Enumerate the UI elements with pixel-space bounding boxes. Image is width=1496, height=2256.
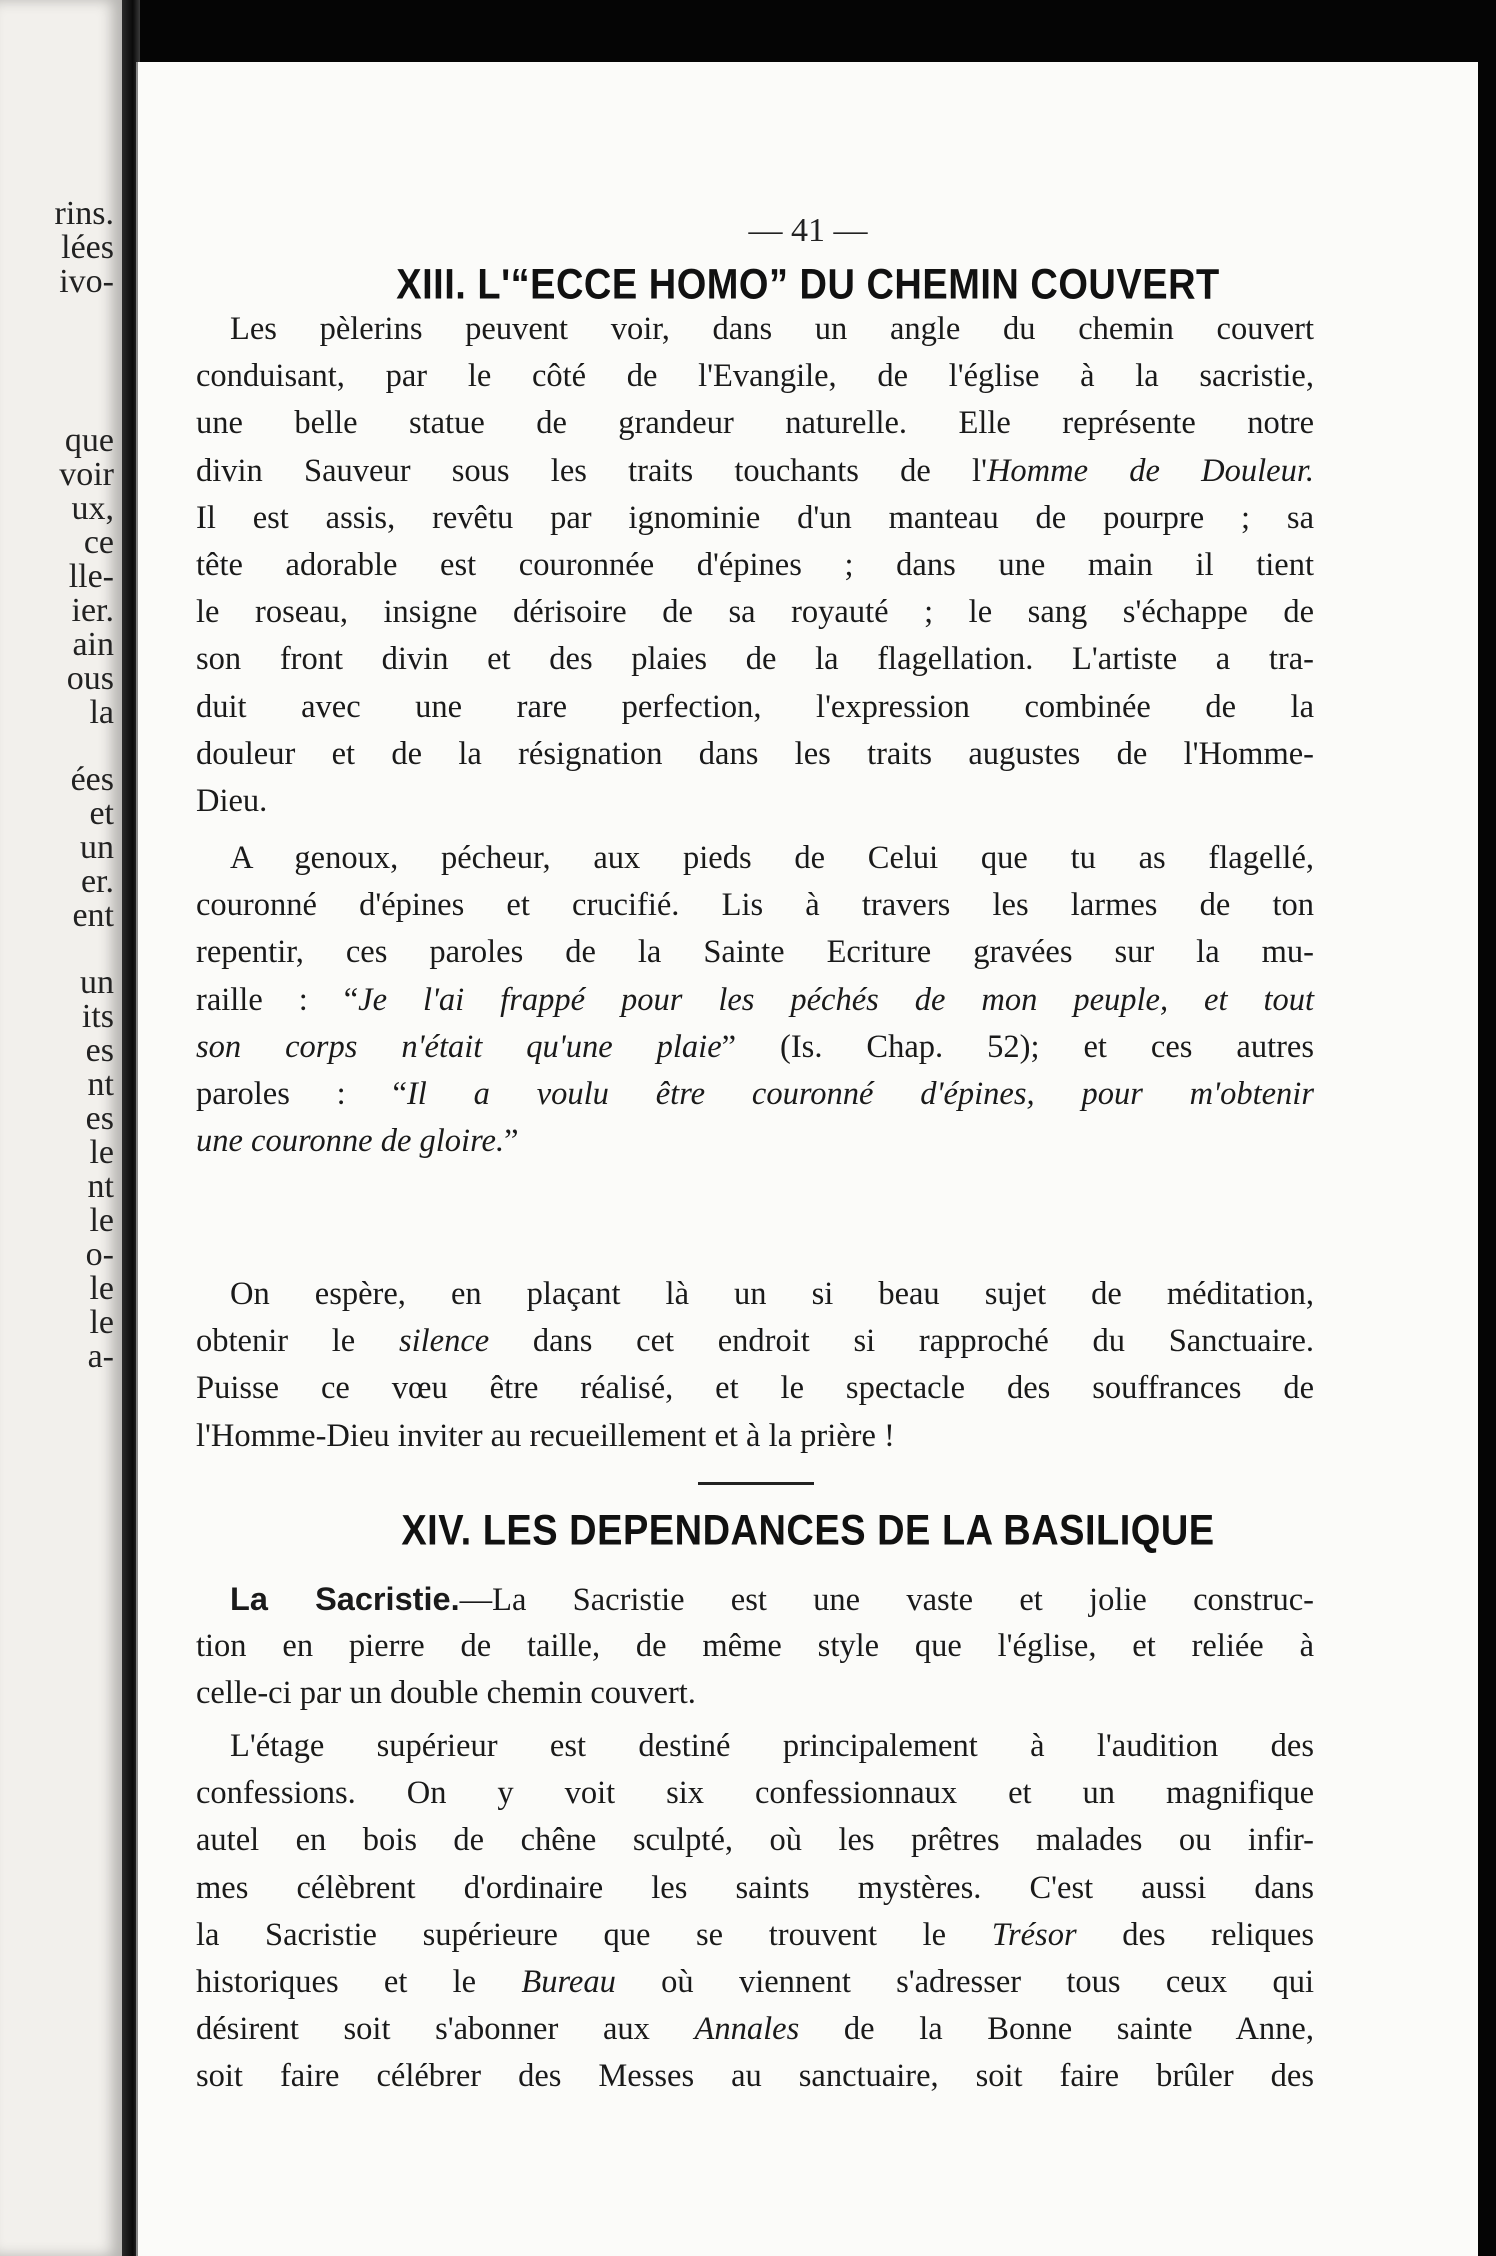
text-segment: couronné d'épines et crucifié. Lis à travers les larmes de ton	[196, 887, 1314, 924]
text-line	[196, 1024, 1314, 1071]
text-segment: une belle statue de grandeur naturelle. Elle représente notre	[196, 405, 1314, 442]
text-line	[196, 1071, 1314, 1118]
text-line	[196, 400, 1314, 447]
text-line	[196, 448, 1314, 495]
text-segment: Dieu.	[196, 782, 268, 819]
text-line	[196, 684, 1314, 731]
left-page-fragment: rins.	[54, 197, 114, 231]
text-line	[196, 1118, 1314, 1165]
text-segment: raille : “	[196, 981, 359, 1018]
left-page-fragment: ier.	[71, 594, 114, 628]
text-segment: son corps n'était qu'une plaie	[196, 1028, 722, 1065]
text-line	[196, 1865, 1314, 1912]
left-page-fragment: ous	[66, 662, 114, 696]
left-page-fragment: la	[89, 696, 114, 730]
paragraph	[196, 1271, 1314, 1460]
text-line	[196, 1318, 1314, 1365]
left-page-fragment: nt	[87, 1068, 114, 1102]
text-segment: divin Sauveur sous les traits touchants de l'	[196, 452, 987, 489]
left-page-fragment: a-	[87, 1340, 114, 1374]
paragraph	[196, 1723, 1314, 2101]
text-segment: conduisant, par le côté de l'Evangile, de l'église à la sacristie,	[196, 358, 1314, 395]
left-page-fragment: ées	[70, 763, 114, 797]
text-segment: soit faire célébrer des Messes au sanctuaire, soit faire brûler des	[196, 2058, 1314, 2095]
text-line	[196, 882, 1314, 929]
left-page-fragment: es	[85, 1034, 114, 1068]
text-segment: dans cet endroit si rapproché du Sanctuaire.	[489, 1323, 1315, 1360]
text-line	[196, 2006, 1314, 2053]
text-line	[196, 306, 1314, 353]
left-page-fragment: le	[89, 1272, 114, 1306]
text-segment: la Sacristie supérieure que se trouvent le	[196, 1916, 992, 1953]
left-page-fragment: le	[89, 1306, 114, 1340]
left-page-fragment: o-	[85, 1238, 114, 1272]
text-segment: Annales	[694, 2011, 800, 2048]
text-segment: de la Bonne sainte Anne,	[799, 2011, 1314, 2048]
paragraph	[196, 835, 1314, 1165]
text-segment: obtenir le	[196, 1323, 399, 1360]
text-segment: Il est assis, revêtu par ignominie d'un manteau de pourpre ; sa	[196, 499, 1314, 536]
page-number: — 41 —	[748, 212, 868, 249]
left-page-fragment: et	[89, 797, 114, 831]
text-segment: ”	[504, 1123, 519, 1160]
left-page-fragment: es	[85, 1102, 114, 1136]
text-line	[196, 1413, 1314, 1460]
text-segment: tion en pierre de taille, de même style que l'église, et reliée à	[196, 1628, 1314, 1665]
text-line	[196, 1365, 1314, 1412]
text-segment: silence	[398, 1323, 490, 1360]
right-page	[136, 62, 1478, 2256]
left-page-fragment: ivo-	[59, 265, 114, 299]
text-segment: ” (Is. Chap. 52); et ces autres	[721, 1028, 1314, 1065]
text-line	[196, 778, 1314, 825]
text-line	[196, 495, 1314, 542]
text-line	[196, 977, 1314, 1024]
left-page-fragment: un	[80, 966, 114, 1000]
left-page-fragment: lle-	[68, 560, 114, 594]
text-line	[196, 2053, 1314, 2100]
left-page-fragment: ain	[72, 628, 114, 662]
left-page-fragment: lées	[61, 231, 114, 265]
text-segment: duit avec une rare perfection, l'expression combinée de la	[196, 688, 1314, 725]
text-segment: A genoux, pécheur, aux pieds de Celui que tu as flagellé,	[230, 840, 1314, 876]
text-segment: des reliques	[1076, 1916, 1314, 1953]
text-line	[196, 542, 1314, 589]
text-segment: paroles : “	[196, 1075, 407, 1112]
text-segment: mes célèbrent d'ordinaire les saints mystères. C'est aussi dans	[196, 1869, 1314, 1906]
left-page-fragment: ent	[72, 899, 114, 933]
text-line	[196, 835, 1314, 882]
paragraph	[196, 1576, 1314, 1718]
paragraph	[196, 306, 1314, 825]
text-segment: une couronne de gloire.	[196, 1123, 505, 1160]
text-segment: l'Homme-Dieu inviter au recueillement et à la prière !	[196, 1417, 895, 1454]
text-segment: repentir, ces paroles de la Sainte Ecriture gravées sur la mu-	[196, 934, 1314, 971]
left-page-fragment: er.	[80, 865, 114, 899]
text-line	[196, 353, 1314, 400]
text-line	[196, 1576, 1314, 1623]
section-heading-xiii: XIII. L'“ECCE HOMO” DU CHEMIN COUVERT	[396, 261, 1220, 309]
section-divider	[698, 1482, 814, 1485]
text-segment: tête adorable est couronnée d'épines ; dans une main il tient	[196, 546, 1314, 583]
text-line	[196, 929, 1314, 976]
text-segment: Il a voulu être couronné d'épines, pour m'obtenir	[406, 1075, 1314, 1112]
text-segment: Homme de Douleur.	[986, 452, 1315, 489]
text-line	[196, 1271, 1314, 1318]
text-line	[196, 1959, 1314, 2006]
text-segment: Les pèlerins peuvent voir, dans un angle du chemin couvert	[230, 311, 1314, 347]
left-page-fragment: ce	[83, 526, 114, 560]
text-segment: Je l'ai frappé pour les péchés de mon peuple, et tout	[358, 981, 1314, 1018]
text-segment: Puisse ce vœu être réalisé, et le spectacle des souffrances de	[196, 1370, 1314, 1407]
text-segment: celle-ci par un double chemin couvert.	[196, 1675, 696, 1712]
text-line	[196, 589, 1314, 636]
text-segment: désirent soit s'abonner aux	[196, 2011, 695, 2048]
text-line	[196, 1623, 1314, 1670]
left-page-fragment: que	[64, 424, 114, 458]
text-segment: L'étage supérieur est destiné principalement à l'audition des	[230, 1728, 1314, 1764]
text-line	[196, 1670, 1314, 1717]
text-segment: autel en bois de chêne sculpté, où les prêtres malades ou infir-	[196, 1822, 1314, 1859]
text-segment: Trésor	[991, 1916, 1077, 1953]
text-segment: douleur et de la résignation dans les traits augustes de l'Homme-	[196, 735, 1314, 772]
text-line	[196, 636, 1314, 683]
text-line	[196, 731, 1314, 778]
text-segment: confessions. On y voit six confessionnaux et un magnifique	[196, 1775, 1314, 1812]
left-page-fragment: le	[89, 1204, 114, 1238]
section-heading-xiv: XIV. LES DEPENDANCES DE LA BASILIQUE	[401, 1507, 1215, 1555]
text-line	[196, 1770, 1314, 1817]
left-page-fragment: its	[81, 1000, 114, 1034]
text-segment: où viennent s'adresser tous ceux qui	[615, 1963, 1314, 2000]
text-segment: son front divin et des plaies de la flagellation. L'artiste a tra-	[196, 641, 1314, 678]
left-page-fragment: voir	[59, 458, 114, 492]
left-page-fragment: ux,	[71, 492, 114, 526]
left-page-fragment: nt	[87, 1170, 114, 1204]
text-segment: On espère, en plaçant là un si beau sujet de méditation,	[230, 1276, 1314, 1312]
text-segment: Bureau	[521, 1963, 616, 2000]
left-page-fragment: le	[89, 1136, 114, 1170]
text-segment: La Sacristie.	[230, 1581, 460, 1617]
text-line	[196, 1817, 1314, 1864]
text-segment: le roseau, insigne dérisoire de sa royauté ; le sang s'échappe de	[196, 594, 1314, 631]
left-page-fragment: un	[80, 831, 114, 865]
text-line	[196, 1723, 1314, 1770]
left-page-edge	[0, 0, 122, 2256]
text-line	[196, 1912, 1314, 1959]
text-segment: historiques et le	[196, 1963, 522, 2000]
text-segment: —La Sacristie est une vaste et jolie construc-	[459, 1582, 1314, 1618]
